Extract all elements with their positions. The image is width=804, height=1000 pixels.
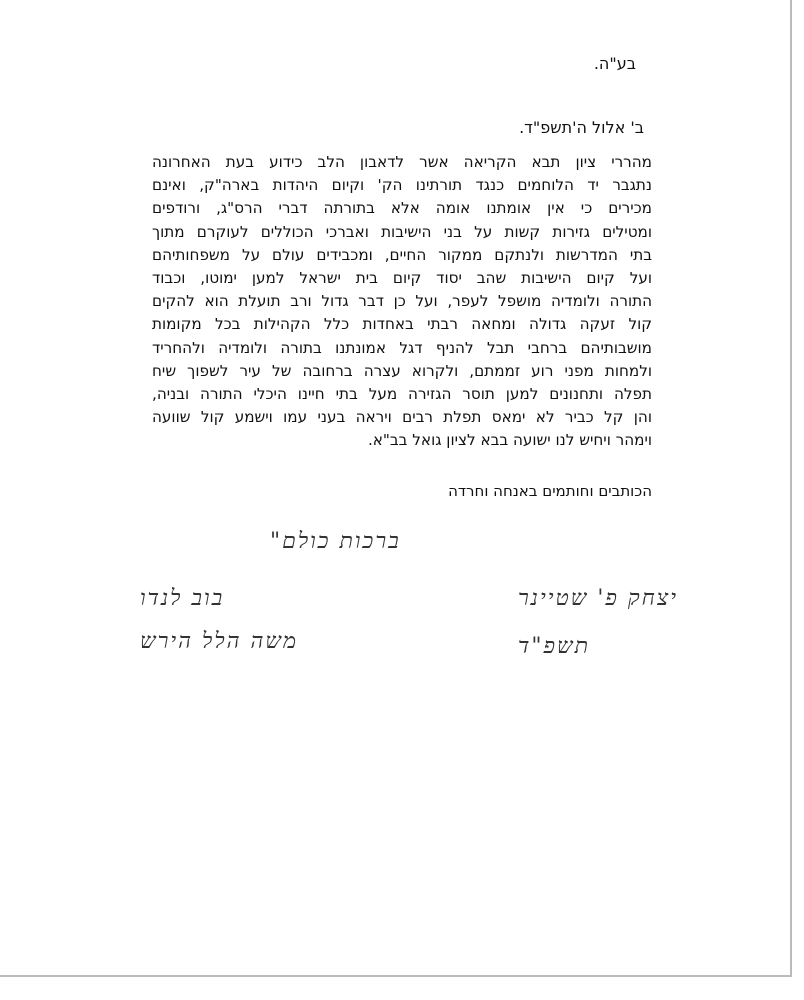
body-line: תפלה ותחנונים למען תוסר הגזירה מעל בתי חיינו היכלי התורה ובניה, [152, 385, 652, 404]
signature-center: ברכות כולם" [270, 529, 401, 554]
bh-heading: בע"ה. [593, 54, 636, 73]
body-line: התורה ולומדיה מושפל לעפר, ועל כן דבר גדול ורב תועלת הוא להקים [152, 292, 652, 311]
signature-right-year: תשפ"ד [518, 634, 590, 659]
body-line: ומטילים גזירות קשות על בני הישיבות ואברכי הכוללים לעוקרם מתוך [152, 222, 652, 241]
letter-body [152, 151, 652, 453]
closing-line: הכותבים וחותמים באנחה וחרדה [448, 482, 652, 500]
body-line: מהררי ציון תבא הקריאה אשר לדאבון הלב כידוע בעת האחרונה [152, 153, 652, 171]
body-line: והן קל כביר לא ימאס תפלת רבים ויראה בעני עמו וישמע קול שוועה [152, 408, 652, 427]
signature-left-second: משה הלל הירש [140, 629, 299, 654]
body-line: ולמחות מפני רוע זממתם, ולקרוא עצרה ברחובה של עיר לשפוך שיח [152, 361, 652, 380]
body-line: מכירים כי אין אומתנו אומה אלא בתורתה דברי הרס"ג, ורודפים [152, 199, 652, 218]
body-line: בתי המדרשות ולנתקם ממקור החיים, ומכבידים עולם על משפחותיהם [152, 245, 652, 264]
body-line: ועל קיום הישיבות שהב יסוד קיום בית ישראל למען ימוטו, וכבוד [152, 269, 652, 288]
body-line: מושבותיהם ברחבי תבל להניף דגל אמונתנו בתורה ולומדיה ולהחריד [152, 338, 652, 357]
body-line: קול זעקה גדולה ומחאה רבתי באחדות כלל הקהילות בכל מקומות [152, 315, 652, 334]
signature-right-name: יצחק פ' שטיינר [518, 586, 679, 611]
body-line: וימהר ויחיש לנו ישועה בבא לציון גואל בב"א. [367, 431, 652, 450]
signature-left-name: בוב לנדו [140, 586, 225, 611]
letter-date: ב' אלול ה'תשפ"ד. [519, 118, 644, 137]
body-line: נתגבר יד הלוחמים כנגד תורתינו הק' וקיום היהדות בארה"ק, ואינם [152, 176, 652, 195]
